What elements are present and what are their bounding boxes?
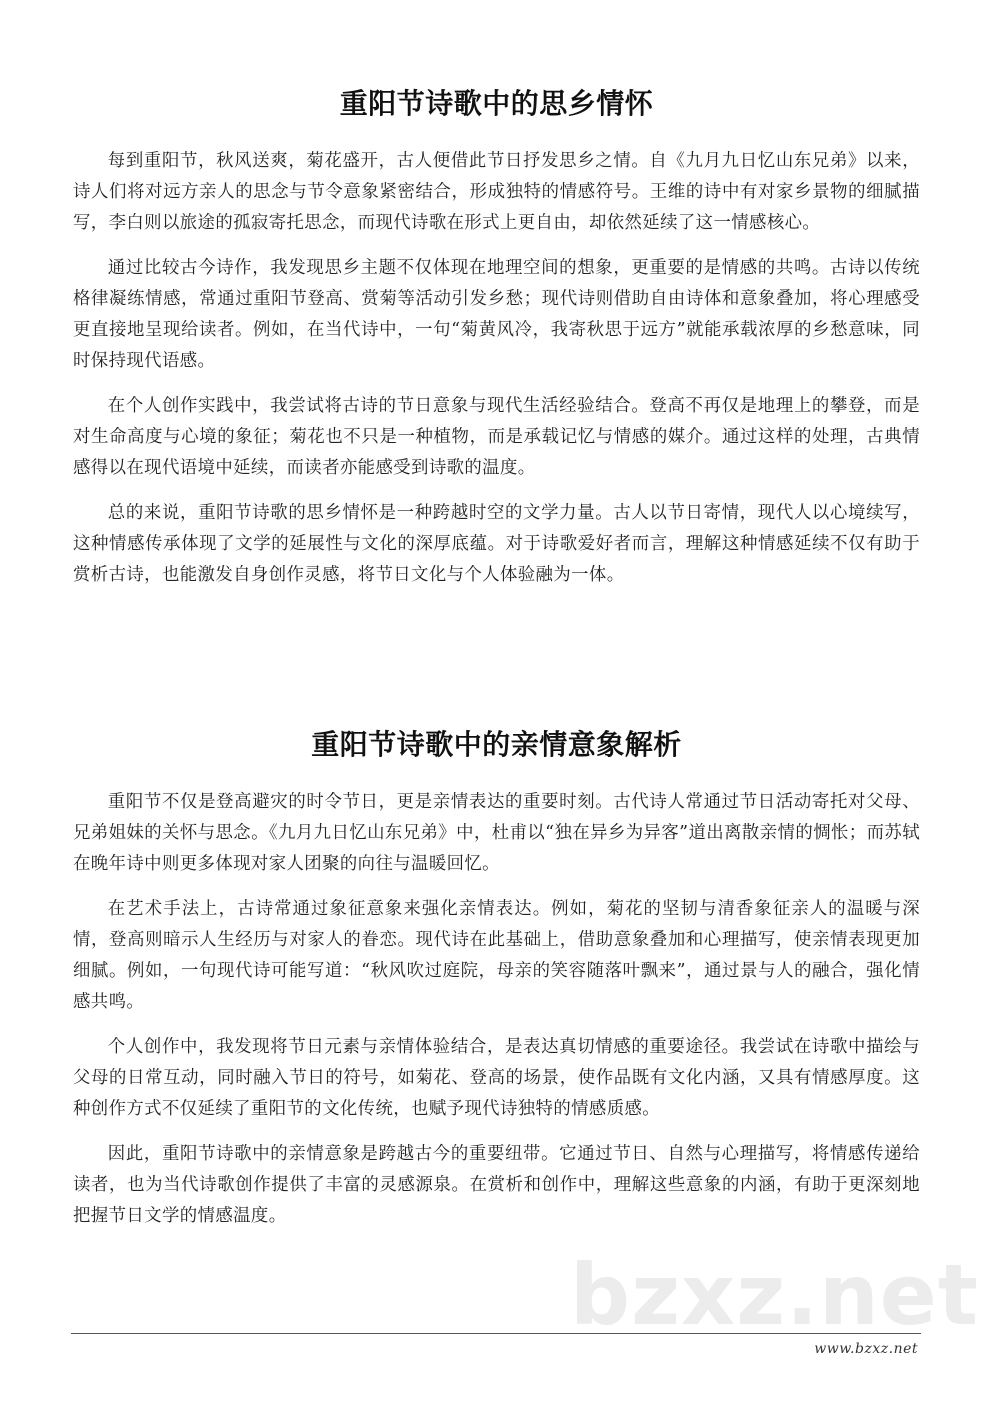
section-title: 重阳节诗歌中的亲情意象解析 (311, 728, 682, 761)
watermark-logo: bzxz.net (570, 1246, 979, 1344)
footer-url: www.bzxz.net (814, 1341, 918, 1357)
paragraph: 重阳节不仅是登高避灾的时令节日，更是亲情表达的重要时刻。古代诗人常通过节日活动寄托对父母、兄弟姐妹的关怀与思念。《九月九日忆山东兄弟》中，杜甫以“独在异乡为异客”道出离散亲情的惆怅；而苏轼在晚年诗中则更多体现对家人团聚的向往与温暖回忆。 (73, 792, 920, 874)
paragraph: 在个人创作实践中，我尝试将古诗的节日意象与现代生活经验结合。登高不再仅是地理上的攀登，而是对生命高度与心境的象征；菊花也不只是一种植物，而是承载记忆与情感的媒介。通过这样的处理，古典情感得以在现代语境中延续，而读者亦能感受到诗歌的温度。 (73, 396, 920, 478)
paragraph: 个人创作中，我发现将节日元素与亲情体验结合，是表达真切情感的重要途径。我尝试在诗歌中描绘与父母的日常互动，同时融入节日的符号，如菊花、登高的场景，使作品既有文化内涵，又具有情感厚度。这种创作方式不仅延续了重阳节的文化传统，也赋予现代诗独特的情感质感。 (73, 1037, 920, 1119)
paragraph: 每到重阳节，秋风送爽，菊花盛开，古人便借此节日抒发思乡之情。自《九月九日忆山东兄弟》以来，诗人们将对远方亲人的思念与节令意象紧密结合，形成独特的情感符号。王维的诗中有对家乡景物的细腻描写，李白则以旅途的孤寂寄托思念，而现代诗歌在形式上更自由，却依然延续了这一情感核心。 (73, 151, 920, 233)
section-title: 重阳节诗歌中的思乡情怀 (339, 87, 654, 120)
paragraph: 在艺术手法上，古诗常通过象征意象来强化亲情表达。例如，菊花的坚韧与清香象征亲人的温暖与深情，登高则暗示人生经历与对家人的眷恋。现代诗在此基础上，借助意象叠加和心理描写，使亲情表现更加细腻。例如，一句现代诗可能写道：“秋风吹过庭院，母亲的笑容随落叶飘来”，通过景与人的融合，强化情感共鸣。 (73, 899, 920, 1012)
paragraph: 因此，重阳节诗歌中的亲情意象是跨越古今的重要纽带。它通过节日、自然与心理描写，将情感传递给读者，也为当代诗歌创作提供了丰富的灵感源泉。在赏析和创作中，理解这些意象的内涵，有助于更深刻地把握节日文学的情感温度。 (73, 1144, 920, 1226)
section-family-imagery (73, 725, 920, 1246)
section-homesickness (73, 84, 920, 605)
paragraph: 通过比较古今诗作，我发现思乡主题不仅体现在地理空间的想象，更重要的是情感的共鸣。古诗以传统格律凝练情感，常通过重阳节登高、赏菊等活动引发乡愁；现代诗则借助自由诗体和意象叠加，将心理感受更直接地呈现给读者。例如，在当代诗中，一句“菊黄风冷，我寄秋思于远方”就能承载浓厚的乡愁意味，同时保持现代语感。 (73, 258, 920, 371)
paragraph: 总的来说，重阳节诗歌的思乡情怀是一种跨越时空的文学力量。古人以节日寄情，现代人以心境续写，这种情感传承体现了文学的延展性与文化的深厚底蕴。对于诗歌爱好者而言，理解这种情感延续不仅有助于赏析古诗，也能激发自身创作灵感，将节日文化与个人体验融为一体。 (73, 503, 920, 585)
footer-divider (71, 1333, 921, 1334)
